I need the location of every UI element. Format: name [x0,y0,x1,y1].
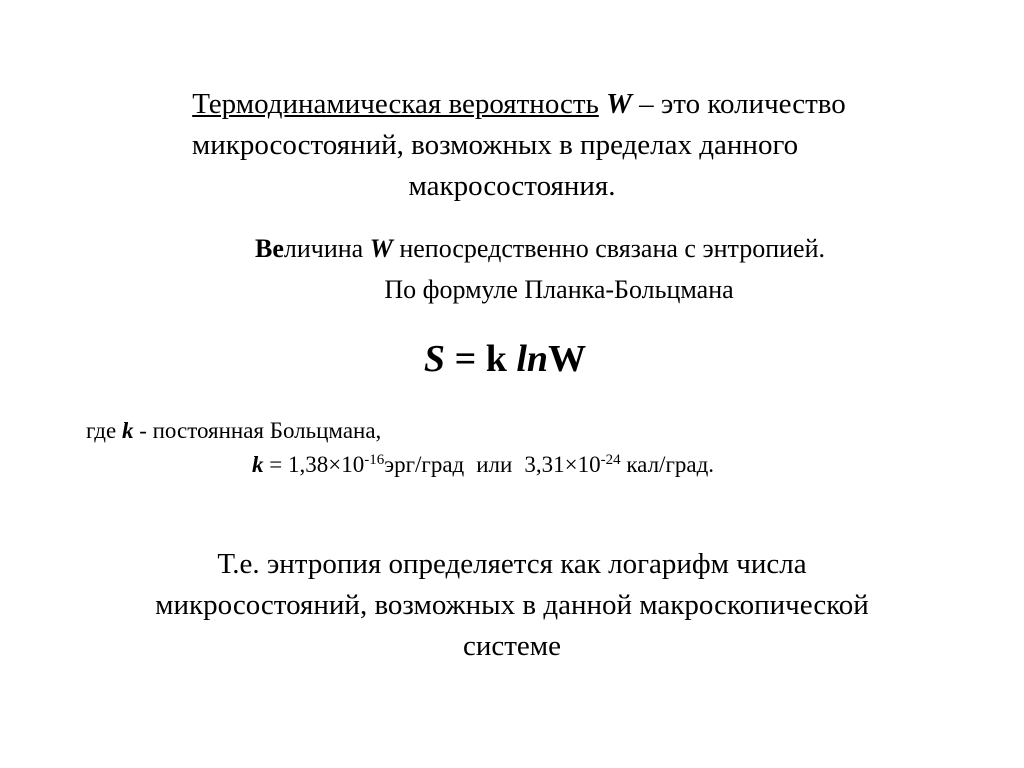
value2-mantissa: 3,31×10 [524,452,601,477]
conclusion-paragraph [62,544,962,667]
formula-rhs: W [548,338,587,380]
where-symbol: k [121,418,134,443]
conclusion-line-1: Т.е. энтропия определяется как логарифм числа [217,548,807,580]
constant-description [86,414,381,447]
relation-line-2: По формуле Планка-Больцмана [384,275,734,304]
definition-line-3: макросостояния. [408,170,616,202]
definition-paragraph [100,84,924,207]
where-rest: - постоянная Больцмана, [133,418,382,443]
relation-line-1 [180,228,900,269]
formula-lhs: S [423,338,446,380]
value1-mantissa: = 1,38×10 [263,452,365,477]
constant-values [252,448,714,481]
value2-unit: кал/град. [620,452,715,477]
relation-paragraph [180,228,900,310]
formula-equals: = k [445,338,517,380]
value2-exponent: -24 [600,452,621,468]
definition-term: Термодинамическая вероятность [192,88,599,120]
or-text: или [476,452,513,477]
definition-line-2: микросостояний, возможных в пределах данного [191,129,799,161]
value-symbol: k [252,452,264,477]
value1-exponent: -16 [364,452,385,468]
where-prefix: где [86,418,122,443]
planck-boltzmann-formula [380,334,630,384]
relation-prefix-bold: Ве [254,234,284,263]
relation-symbol: W [369,234,393,263]
conclusion-line-3: системе [462,630,562,662]
relation-rest: непосредственно связана с энтропией. [392,234,825,263]
definition-line-1 [100,84,924,125]
conclusion-line-2: микросостояний, возможных в данной макроскопической [155,589,869,621]
definition-symbol: W [606,88,632,120]
formula-ln: ln [516,338,549,380]
definition-dash-text: – это количество [631,88,846,120]
value1-unit: эрг/град [384,452,465,477]
relation-prefix-rest: личина [283,234,370,263]
